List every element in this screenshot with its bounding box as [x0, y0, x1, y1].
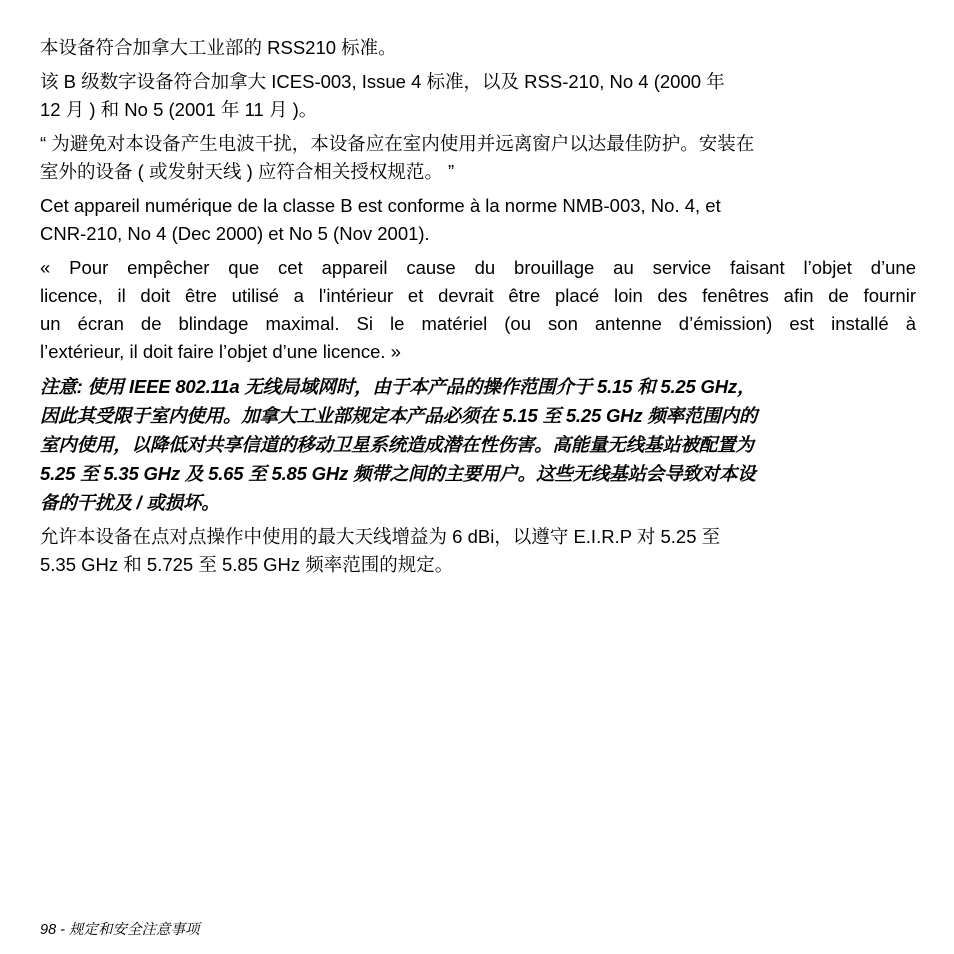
text-line: 允许本设备在点对点操作中使用的最大天线增益为 6 dBi，以遵守 E.I.R.P 对 5.25 至 [40, 526, 721, 547]
text-line: 该 B 级数字设备符合加拿大 ICES-003, Issue 4 标准，以及 RSS-210, No 4 (2000 年 [40, 71, 725, 92]
document-body [40, 34, 916, 585]
text-line: 注意: 使用 IEEE 802.11a 无线局域网时，由于本产品的操作范围介于 5.15 和 5.25 GHz， [40, 376, 756, 397]
paragraph-indoor-use-chinese [40, 130, 916, 186]
text-line: Cet appareil numérique de la classe B est conforme à la norme NMB-003, No. 4, et [40, 195, 721, 216]
text-line: un écran de blindage maximal. Si le matériel (ou son antenne d’émission) est installé à [40, 313, 916, 334]
paragraph-rss210-compliance [40, 34, 916, 62]
paragraph-indoor-use-french [40, 254, 916, 366]
text-line: licence, il doit être utilisé a l'intérieur et devrait être placé loin des fenêtres afin de fournir [40, 285, 916, 306]
text-line: 室内使用，以降低对共享信道的移动卫星系统造成潜在性伤害。高能量无线基站被配置为 [40, 434, 754, 455]
text-line: 5.35 GHz 和 5.725 至 5.85 GHz 频率范围的规定。 [40, 554, 454, 575]
text-line: 5.25 至 5.35 GHz 及 5.65 至 5.85 GHz 频带之间的主要用户。这些无线基站会导致对本设 [40, 463, 756, 484]
paragraph-antenna-gain [40, 523, 916, 579]
paragraph-ices003-compliance [40, 68, 916, 124]
paragraph-nmb003-french [40, 192, 916, 248]
text-line: « Pour empêcher que cet appareil cause du brouillage au service faisant l’objet d’une [40, 257, 916, 278]
text-line: 本设备符合加拿大工业部的 RSS210 标准。 [40, 37, 397, 58]
text-line: l’extérieur, il doit faire l’objet d’une licence. » [40, 341, 401, 362]
text-line: “ 为避免对本设备产生电波干扰，本设备应在室内使用并远离窗户以达最佳防护。安装在 [40, 133, 755, 154]
text-line: 12 月 ) 和 No 5 (2001 年 11 月 )。 [40, 99, 318, 120]
page-footer: 98 - 规定和安全注意事项 [40, 922, 200, 938]
text-line: 备的干扰及 / 或损坏。 [40, 492, 220, 513]
text-line: CNR-210, No 4 (Dec 2000) et No 5 (Nov 2001). [40, 223, 430, 244]
paragraph-caution-note [40, 372, 916, 517]
text-line: 室外的设备 ( 或发射天线 ) 应符合相关授权规范。 ” [40, 161, 455, 182]
text-line: 因此其受限于室内使用。加拿大工业部规定本产品必须在 5.15 至 5.25 GHz 频率范围内的 [40, 405, 758, 426]
